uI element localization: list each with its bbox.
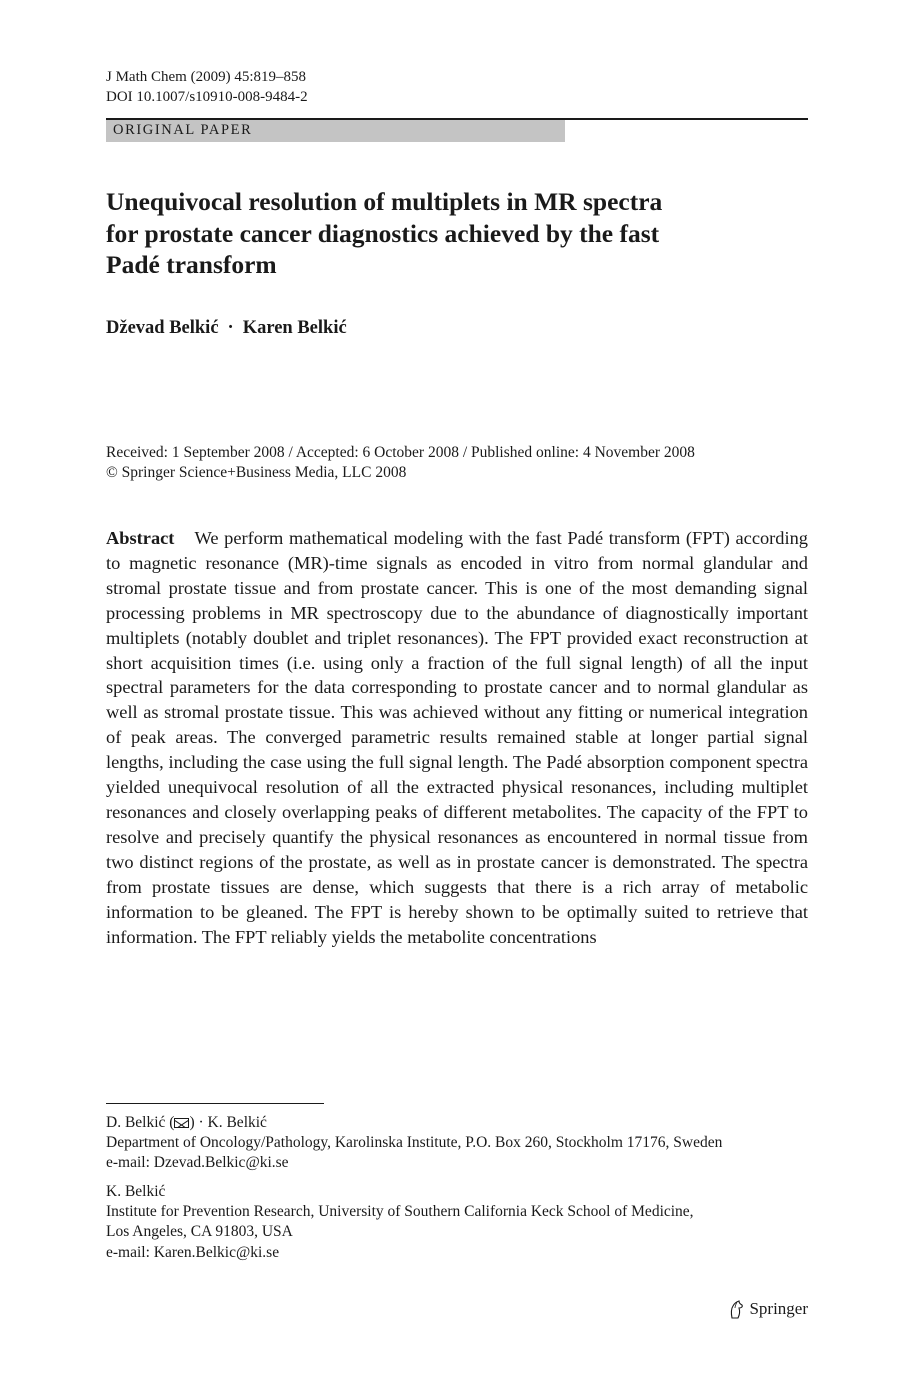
article-title	[106, 186, 746, 281]
date-history: Received: 1 September 2008 / Accepted: 6 October 2008 / Published online: 4 November 2008	[106, 444, 695, 461]
publisher-name: Springer	[749, 1299, 808, 1318]
affiliation-city: Los Angeles, CA 91803, USA	[106, 1223, 293, 1241]
journal-info	[106, 67, 308, 107]
abstract	[106, 526, 808, 949]
title-line-2: for prostate cancer diagnostics achieved by the fast	[106, 218, 660, 248]
title-line-3: Padé transform	[106, 250, 277, 279]
author-second: Karen Belkić	[242, 318, 347, 338]
article-category: ORIGINAL PAPER	[106, 120, 565, 142]
affiliation-name-second: K. Belkić	[106, 1183, 166, 1200]
abstract-text: We perform mathematical modeling with the fast Padé transform (FPT) according to magnetic resonance (MR)-time signals as encoded in vitro from normal glandular and stromal prostate tissue and from prostate cancer. This is one of the most demanding signal processing problems in MR spectroscopy due to the abundance of diagnostically important multiplets (notably doublet and triplet resonances). The FPT provided exact reconstruction at short acquisition times (i.e. using only a fraction of the full signal length) of all the input spectral parameters for the data corresponding to prostate cancer and to normal glandular as well as stromal prostate tissue. This was achieved without any fitting or numerical integration of peak areas. The converged parametric results remained stable at longer partial signal lengths, including the case using the full signal length. The Padé absorption component spectra yielded unequivocal resolution of all the extracted physical resonances, including multiplet resonances and closely overlapping peaks of different metabolites. The capacity of the FPT to resolve and precisely quantify the physical resonances as encountered in normal tissue from two distinct regions of the prostate, as well as in prostate cancer is demonstrated. The spectra from prostate tissues are dense, which suggests that there is a rich array of metabolic information to be gleaned. The FPT is hereby shown to be optimally suited to retrieve that information. The FPT reliably yields the metabolite concentrations	[106, 528, 808, 947]
publication-dates	[106, 443, 695, 483]
journal-doi: DOI 10.1007/s10910-008-9484-2	[106, 89, 308, 105]
affiliation-name-start: D. Belkić (	[106, 1114, 175, 1131]
affiliation-email-first: e-mail: Dzevad.Belkic@ki.se	[106, 1154, 289, 1172]
footnote-rule	[106, 1103, 324, 1104]
author-first: Dževad Belkić	[106, 318, 219, 338]
affiliation-names	[106, 1113, 722, 1133]
author-list	[106, 316, 347, 340]
affiliation-second	[106, 1182, 694, 1263]
affiliation-email-second: e-mail: Karen.Belkic@ki.se	[106, 1243, 280, 1261]
title-line-1: Unequivocal resolution of multiplets in MR spectra	[106, 187, 663, 216]
copyright-line: © Springer Science+Business Media, LLC 2008	[106, 464, 407, 481]
abstract-label: Abstract	[106, 528, 175, 548]
publisher-logo	[728, 1298, 808, 1320]
springer-horse-icon	[728, 1300, 744, 1319]
affiliation-first	[106, 1113, 722, 1174]
affiliation-institute: Institute for Prevention Research, University of Southern California Keck School of Medicine,	[106, 1203, 694, 1221]
affiliation-department: Department of Oncology/Pathology, Karolinska Institute, P.O. Box 260, Stockholm 17176, Sweden	[106, 1134, 723, 1152]
affiliation-name-end: ) · K. Belkić	[189, 1114, 267, 1131]
envelope-icon	[174, 1118, 189, 1128]
journal-citation: J Math Chem (2009) 45:819–858	[106, 69, 306, 85]
author-separator: ·	[227, 318, 234, 338]
